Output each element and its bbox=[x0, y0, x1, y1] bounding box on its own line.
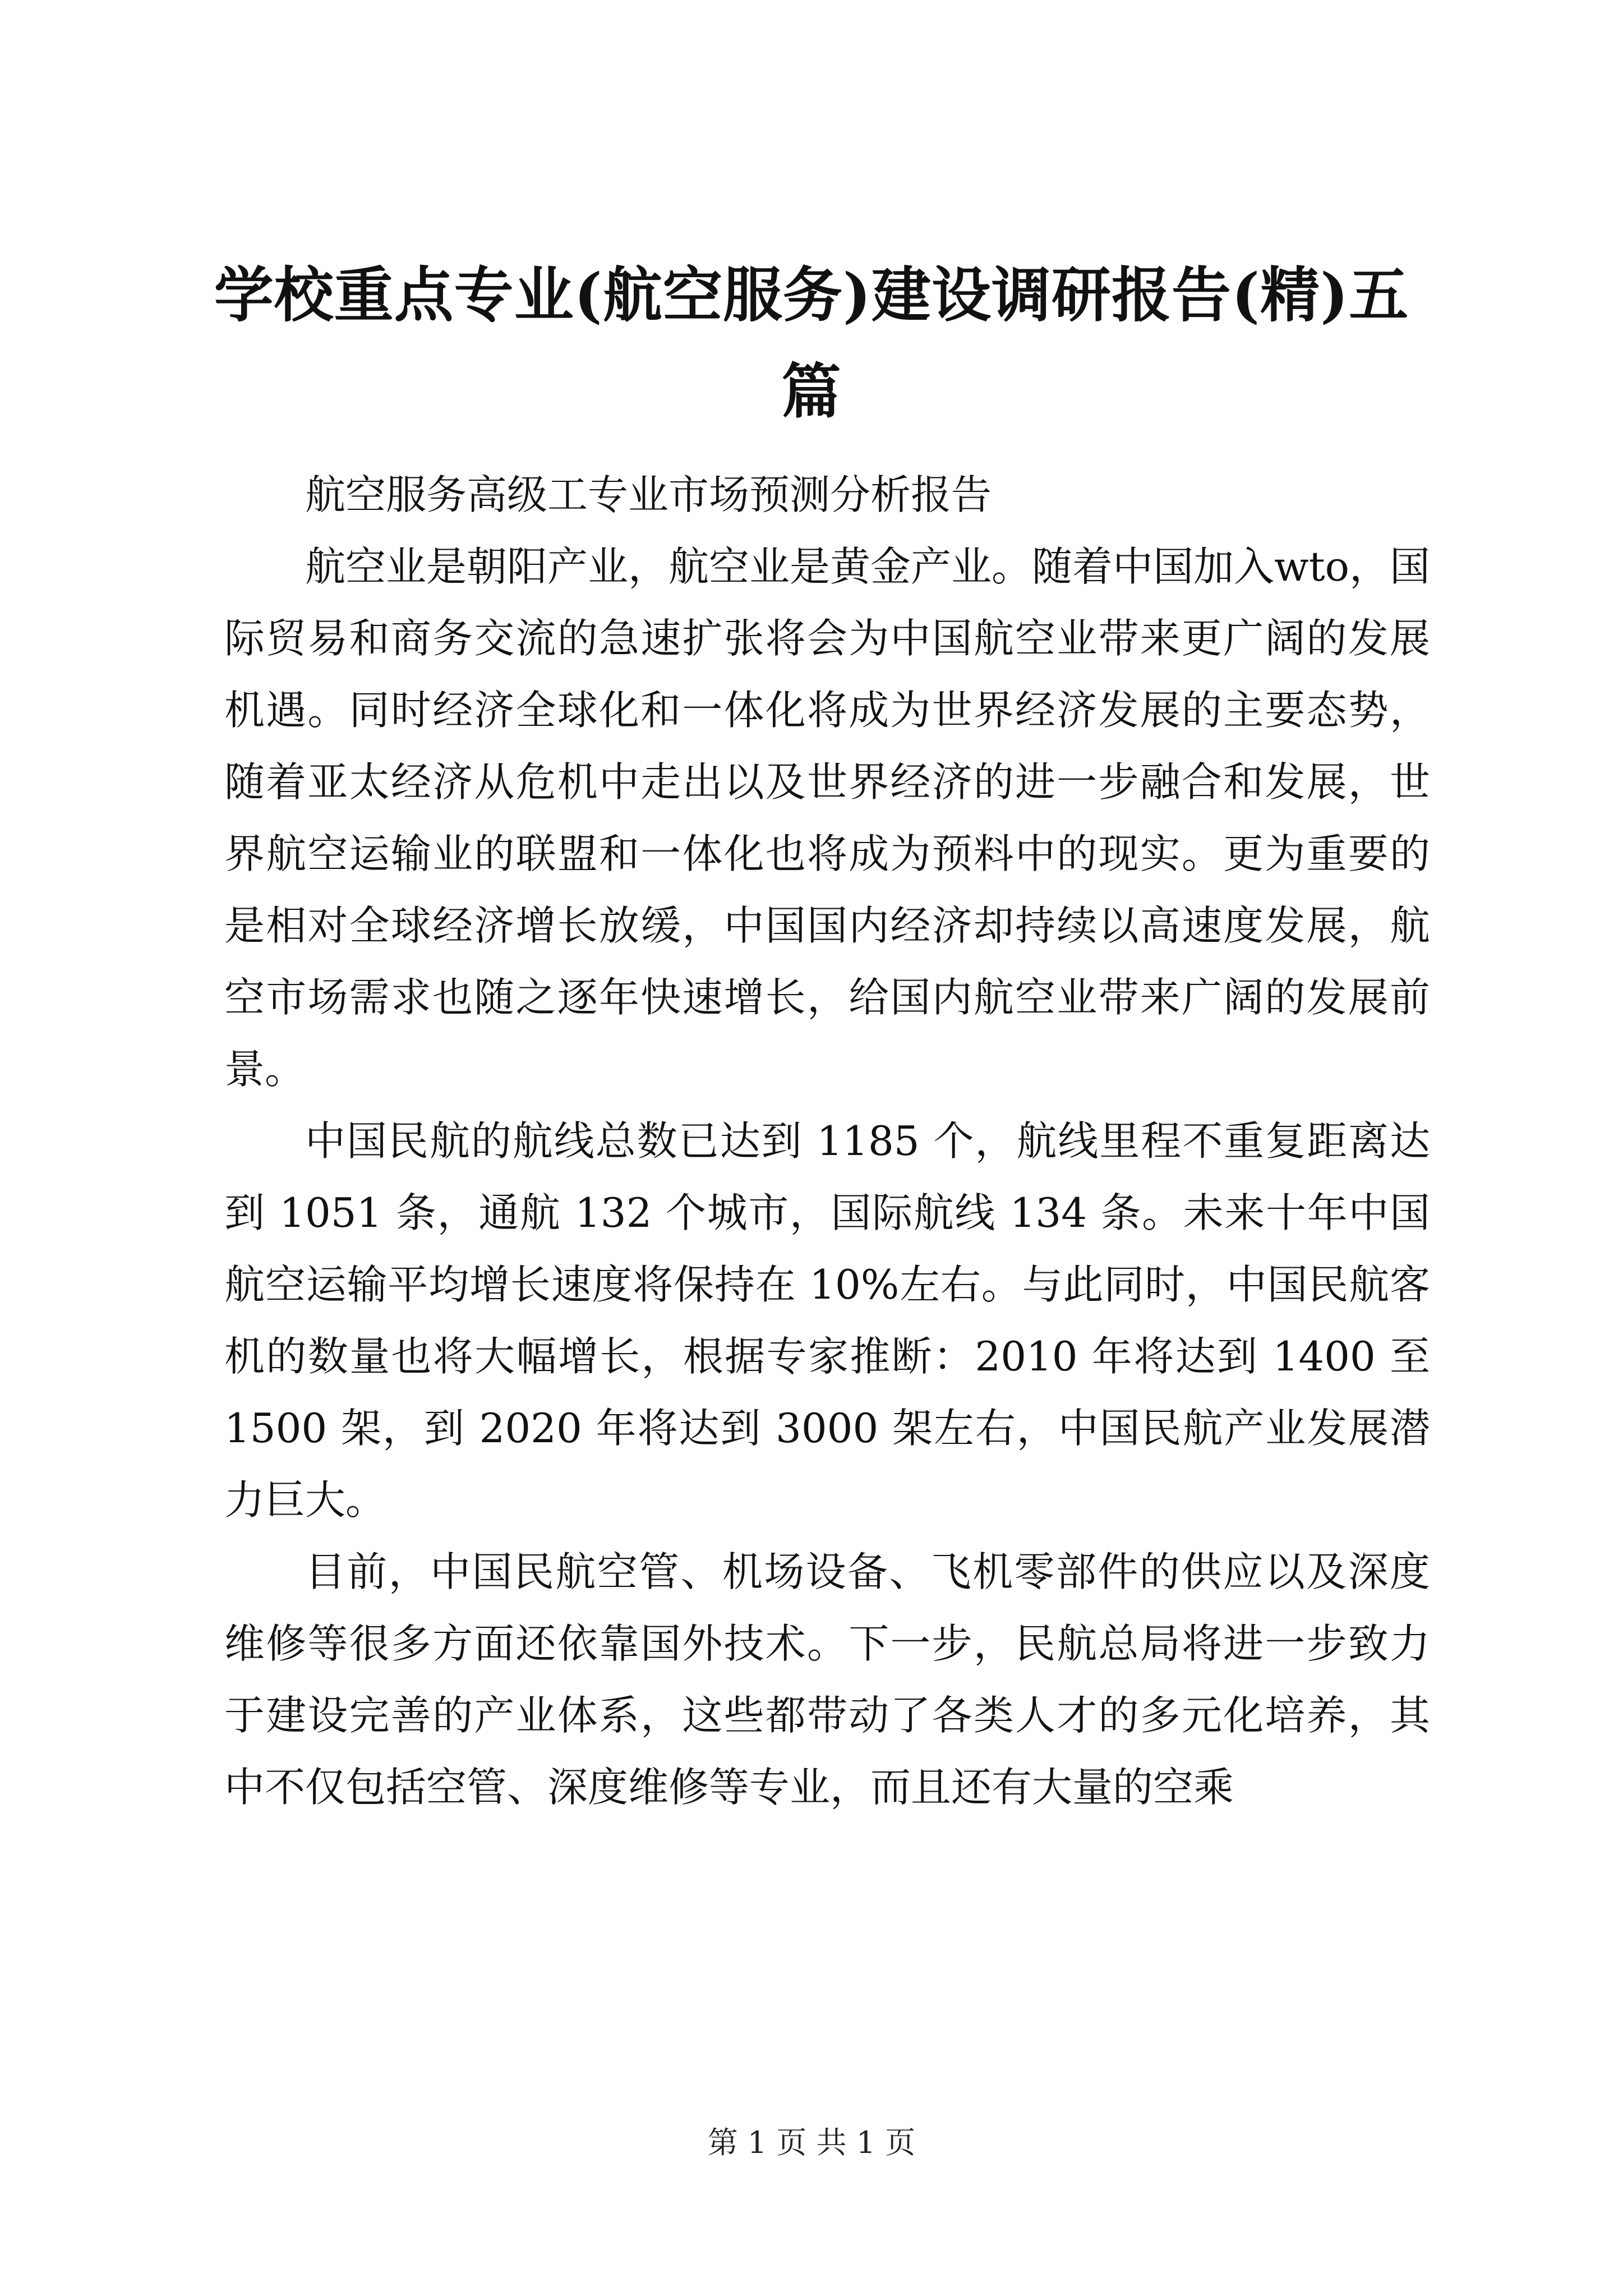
document-subtitle: 航空服务高级工专业市场预测分析报告 bbox=[305, 471, 992, 518]
document-body bbox=[224, 459, 1430, 1823]
paragraph-3: 目前，中国民航空管、机场设备、飞机零部件的供应以及深度维修等很多方面还依靠国外技术。下一步，民航总局将进一步致力于建设完善的产业体系，这些都带动了各类人才的多元化培养，其中不仅包括空管、深度维修等专业，而且还有大量的空乘 bbox=[224, 1548, 1430, 1811]
paragraph-2: 中国民航的航线总数已达到 1185 个，航线里程不重复距离达到 1051 条，通航 132 个城市，国际航线 134 条。未来十年中国航空运输平均增长速度将保持在 10%左右。与此同时，中国民航客机的数量也将大幅增长，根据专家推断：2010 年将达到 1400 至 1500 架，到 2020 年将达到 3000 架左右，中国民航产业发展潜力巨大。 bbox=[224, 1117, 1430, 1524]
page-footer: 第 1 页 共 1 页 bbox=[707, 2125, 916, 2160]
paragraph-1: 航空业是朝阳产业，航空业是黄金产业。随着中国加入wto，国际贸易和商务交流的急速扩张将会为中国航空业带来更广阔的发展机遇。同时经济全球化和一体化将成为世界经济发展的主要态势，随着亚太经济从危机中走出以及世界经济的进一步融合和发展，世界航空运输业的联盟和一体化也将成为预料中的现实。更为重要的是相对全球经济增长放缓，中国国内经济却持续以高速度发展，航空市场需求也随之逐年快速增长，给国内航空业带来广阔的发展前景。 bbox=[224, 543, 1430, 1093]
document-title: 学校重点专业(航空服务)建设调研报告(精)五篇 bbox=[214, 260, 1409, 426]
